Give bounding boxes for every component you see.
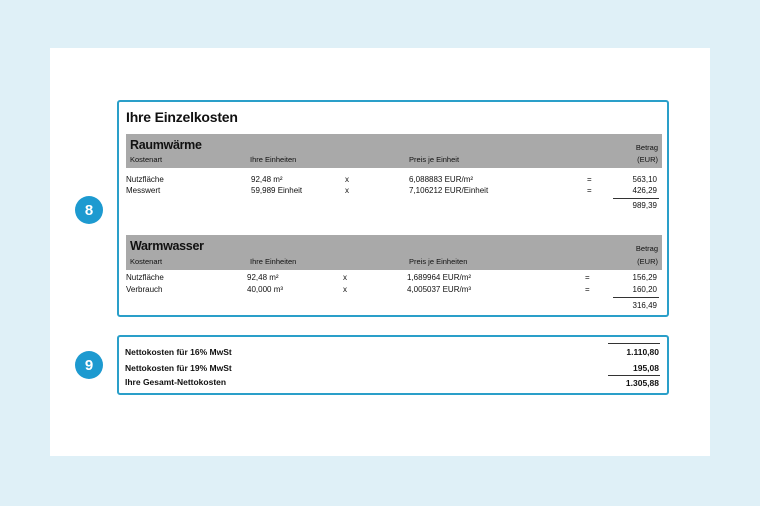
warmwasser-col-einheiten: Ihre Einheiten <box>250 257 297 266</box>
row-multiply: x <box>345 186 349 195</box>
summary-line-top <box>608 343 660 344</box>
warmwasser-sum-line <box>613 297 659 298</box>
row-preis: 7,106212 EUR/Einheit <box>409 186 489 195</box>
summary-label: Nettokosten für 16% MwSt <box>125 347 232 357</box>
warmwasser-col-eur: (EUR) <box>637 257 658 266</box>
summary-value: 1.110,80 <box>626 347 659 357</box>
row-einheiten: 92,48 m² <box>247 273 279 282</box>
raumwaerme-col-kostenart: Kostenart <box>130 155 163 164</box>
marker-9: 9 <box>75 351 103 379</box>
warmwasser-col-kostenart: Kostenart <box>130 257 163 266</box>
warmwasser-header <box>126 235 662 270</box>
summary-value: 195,08 <box>633 363 659 373</box>
row-einheiten: 40,000 m³ <box>247 285 284 294</box>
row-preis: 6,088883 EUR/m² <box>409 175 474 184</box>
einzelkosten-box <box>117 100 669 317</box>
raumwaerme-sum-line <box>613 198 659 199</box>
row-betrag: 156,29 <box>632 273 657 282</box>
row-kostenart: Nutzfläche <box>126 175 164 184</box>
row-multiply: x <box>345 175 349 184</box>
row-multiply: x <box>343 273 347 282</box>
row-betrag: 563,10 <box>632 175 657 184</box>
row-preis: 4,005037 EUR/m³ <box>407 285 472 294</box>
raumwaerme-col-preis: Preis je Einheit <box>409 155 460 164</box>
raumwaerme-total: 989,39 <box>632 201 657 210</box>
row-equals: = <box>587 175 592 184</box>
row-equals: = <box>587 186 592 195</box>
raumwaerme-title: Raumwärme <box>130 138 202 152</box>
summary-total-value: 1.305,88 <box>625 378 659 388</box>
marker-8: 8 <box>75 196 103 224</box>
row-equals: = <box>585 285 590 294</box>
summary-sum-line <box>608 375 660 376</box>
row-equals: = <box>585 273 590 282</box>
warmwasser-title: Warmwasser <box>130 239 204 253</box>
row-betrag: 426,29 <box>632 186 657 195</box>
summary-label: Nettokosten für 19% MwSt <box>125 363 232 373</box>
row-kostenart: Verbrauch <box>126 285 163 294</box>
warmwasser-col-betrag: Betrag <box>635 244 658 253</box>
summary-box <box>117 335 669 395</box>
row-kostenart: Messwert <box>126 186 161 195</box>
row-einheiten: 59,989 Einheit <box>251 186 303 195</box>
summary-label: Ihre Gesamt-Nettokosten <box>125 377 227 387</box>
row-kostenart: Nutzfläche <box>126 273 164 282</box>
raumwaerme-col-betrag: Betrag <box>635 143 658 152</box>
raumwaerme-header <box>126 134 662 168</box>
row-betrag: 160,20 <box>632 285 657 294</box>
einzelkosten-title: Ihre Einzelkosten <box>126 109 238 125</box>
row-multiply: x <box>343 285 347 294</box>
warmwasser-total: 316,49 <box>632 301 657 310</box>
row-einheiten: 92,48 m² <box>251 175 283 184</box>
raumwaerme-col-einheiten: Ihre Einheiten <box>250 155 297 164</box>
warmwasser-col-preis: Preis je Einheiten <box>409 257 468 266</box>
row-preis: 1,689964 EUR/m² <box>407 273 472 282</box>
raumwaerme-col-eur: (EUR) <box>637 155 658 164</box>
